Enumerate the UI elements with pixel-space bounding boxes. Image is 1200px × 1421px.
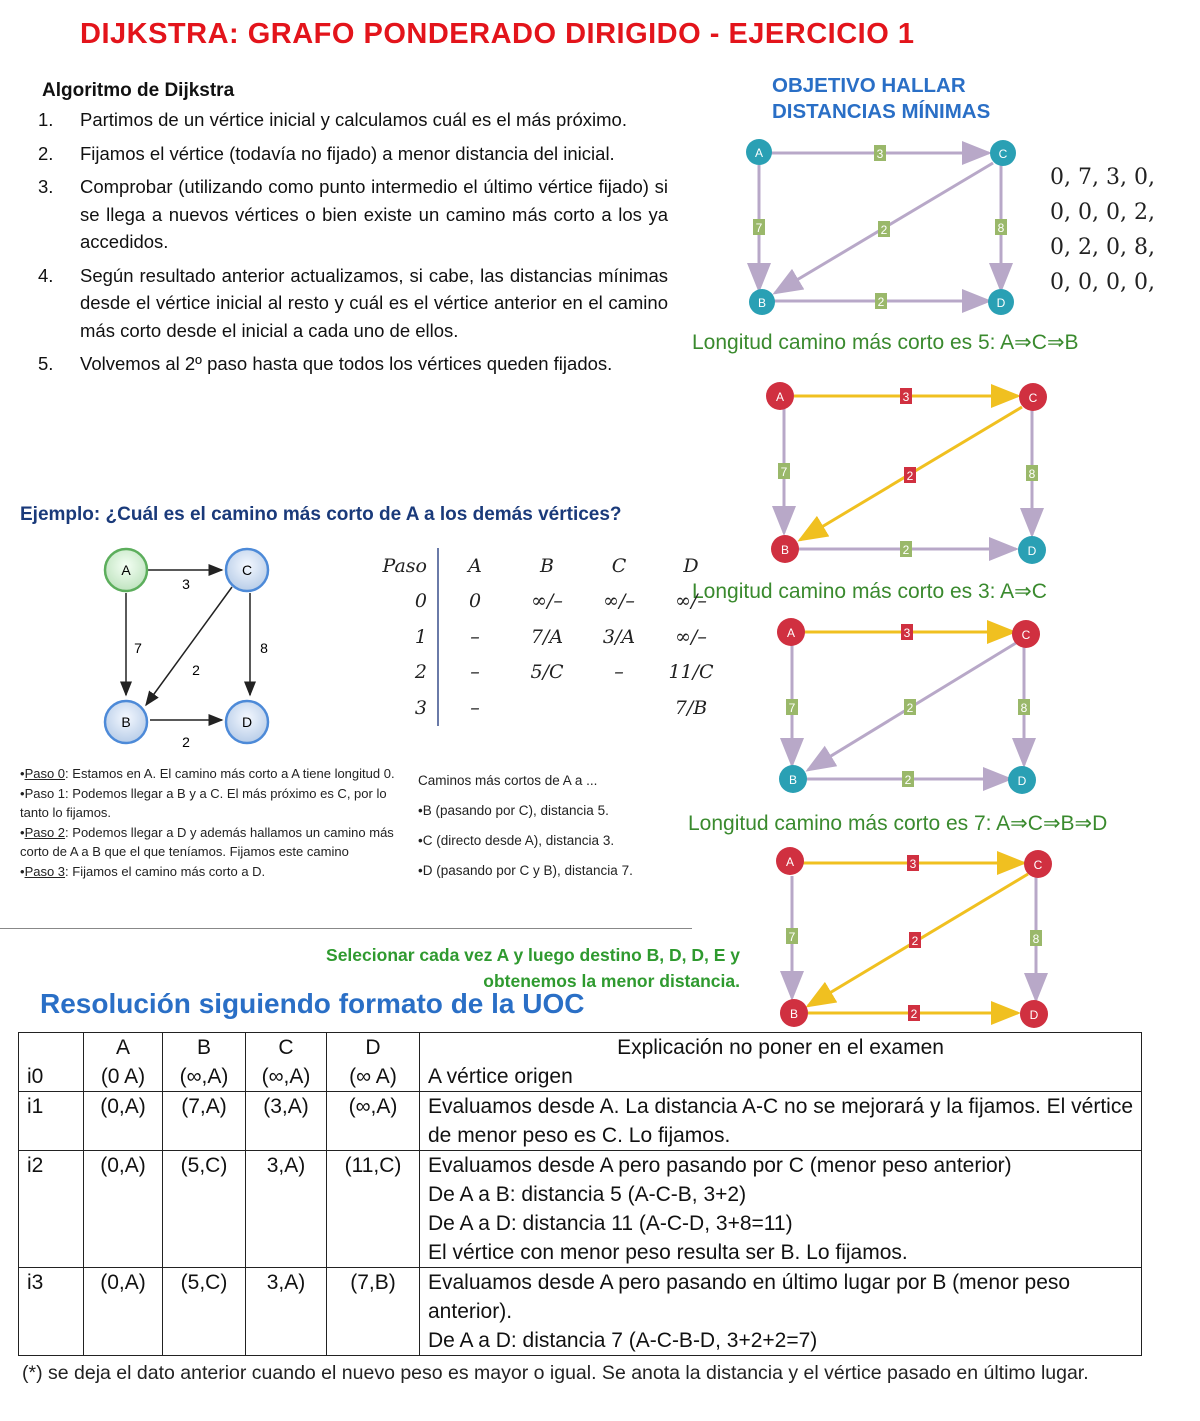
page-title: DIJKSTRA: GRAFO PONDERADO DIRIGIDO - EJERCICIO 1: [80, 18, 915, 50]
graph-path-acbd: [766, 842, 1066, 1032]
table-row: [355, 690, 727, 726]
explanation-line: A vértice origen: [428, 1065, 573, 1088]
table-cell: 2: [355, 655, 438, 691]
weight-label: 7: [788, 930, 796, 944]
table-cell: 7/B: [674, 696, 708, 719]
node-label: D: [1027, 544, 1037, 558]
table-cell: (0,A): [84, 1092, 163, 1151]
graph-path-ac: [758, 615, 1058, 800]
adjacency-matrix: [1050, 160, 1155, 300]
table-row: [355, 584, 727, 620]
example-question: Ejemplo: ¿Cuál es el camino más corto de A a los demás vértices?: [20, 504, 622, 525]
table-cell: 0: [355, 584, 438, 620]
weight-label: 3: [182, 576, 190, 592]
step-notes: [20, 764, 410, 881]
objective-line: OBJETIVO HALLAR: [772, 74, 966, 97]
step-number: 1.: [38, 109, 54, 130]
graph-path-acb: [758, 375, 1058, 570]
table-cell: (∞,A): [163, 1062, 246, 1092]
algorithm-step: [38, 262, 668, 345]
uoc-table: [18, 1032, 1142, 1356]
node-label: D: [241, 714, 253, 730]
table-row: [19, 1092, 1142, 1151]
resolution-title: Resolución siguiendo formato de la UOC: [40, 988, 585, 1019]
node-label: A: [754, 146, 764, 160]
instruction-text: [240, 942, 740, 994]
table-row: [19, 1268, 1142, 1356]
example-step-table: [355, 548, 728, 726]
node-label: A: [775, 390, 785, 404]
table-cell: 0: [468, 590, 482, 613]
weight-label: 2: [906, 701, 914, 715]
explanation-line: El vértice con menor peso resulta ser B. Lo fijamos.: [428, 1241, 908, 1264]
step-number: 4.: [38, 264, 54, 286]
step-note: •Paso 3: Fijamos el camino más corto a D.: [20, 863, 266, 879]
node-label: A: [785, 855, 795, 869]
step-note-text: : Fijamos el camino más corto a D.: [65, 863, 266, 879]
algorithm-step: [38, 140, 668, 168]
list-item: •D (pasando por C y B), distancia 7.: [418, 863, 633, 878]
step-note-prefix: Paso 2: [24, 824, 66, 840]
shortest-paths-title: Caminos más cortos de A a ...: [418, 773, 598, 788]
table-header: D: [327, 1033, 420, 1063]
table-cell: (0,A): [84, 1268, 163, 1356]
table-row: [355, 619, 727, 655]
step-text: Partimos de un vértice inicial y calculamos cuál es el más próximo.: [80, 109, 627, 130]
table-header: B: [540, 554, 554, 577]
iteration-cell: i2: [19, 1151, 84, 1268]
weight-label: 2: [904, 773, 912, 787]
example-graph: [98, 545, 283, 755]
step-note-prefix: Paso 3: [24, 863, 66, 879]
matrix-row: 0, 0, 0, 2,: [1050, 200, 1155, 225]
weight-label: 7: [134, 640, 142, 656]
node-label: C: [241, 562, 253, 578]
table-cell: (3,A): [246, 1092, 327, 1151]
shortest-paths-list: [418, 766, 633, 886]
table-cell: (5,C): [163, 1268, 246, 1356]
table-cell: –: [614, 661, 624, 684]
explanation-line: De A a D: distancia 7 (A-C-B-D, 3+2+2=7): [428, 1329, 818, 1352]
explanation-line: Evaluamos desde A. La distancia A-C no se mejorará y la fijamos. El vértice de menor peso es C. Lo fijamos.: [428, 1095, 1133, 1147]
table-cell: ∞/–: [675, 590, 707, 613]
step-number: 5.: [38, 353, 54, 374]
table-cell: 3,A): [246, 1151, 327, 1268]
node-label: B: [788, 773, 798, 787]
explanation-cell: [420, 1268, 1142, 1356]
weight-label: 2: [902, 543, 910, 557]
algorithm-heading: Algoritmo de Dijkstra: [42, 80, 235, 101]
step-note: •Paso 1: Podemos llegar a B y a C. El más próximo es C, por lo tanto lo fijamos.: [20, 785, 387, 820]
weight-label: 3: [903, 626, 911, 640]
algorithm-step: [38, 106, 668, 134]
step-text: Fijamos el vértice (todavía no fijado) a menor distancia del inicial.: [80, 142, 615, 164]
table-cell: (∞,A): [327, 1092, 420, 1151]
explanation-cell: [420, 1062, 1142, 1092]
table-cell: (0,A): [84, 1151, 163, 1268]
weight-label: 2: [877, 295, 885, 309]
table-cell: 3: [355, 690, 438, 726]
table-header: [19, 1033, 84, 1063]
node-label: C: [1028, 391, 1038, 405]
table-header-row: [355, 548, 727, 584]
table-cell: ∞/–: [603, 590, 635, 613]
table-row: [355, 655, 727, 691]
table-header: C: [611, 554, 627, 577]
table-cell: [511, 690, 583, 726]
explanation-line: Evaluamos desde A pero pasando por C (menor peso anterior): [428, 1154, 1012, 1177]
step-note: •Paso 2: Podemos llegar a D y además hallamos un camino más corto de A a B que el que teníamos. Fijamos este camino: [20, 824, 394, 859]
node-label: B: [789, 1007, 799, 1021]
algorithm-step: [38, 350, 668, 378]
table-cell: 7/A: [530, 625, 564, 648]
node-label: A: [786, 626, 796, 640]
step-text: Según resultado anterior actualizamos, si cabe, las distancias mínimas desde el vértice inicial al resto y cuál es el vértice anterior en el camino más corto desde el inicial a cada uno de ellos.: [80, 264, 668, 341]
footnote: (*) se deja el dato anterior cuando el nuevo peso es mayor o igual. Se anota la distancia y el vértice pasado en último lugar.: [22, 1362, 1089, 1384]
weight-label: 3: [902, 390, 910, 404]
table-cell: 1: [355, 619, 438, 655]
explanation-cell: [420, 1151, 1142, 1268]
table-header: A: [468, 554, 482, 577]
weight-label: 8: [1032, 932, 1040, 946]
objective: [772, 73, 990, 125]
node-label: A: [121, 562, 131, 578]
table-cell: (0 A): [84, 1062, 163, 1092]
table-cell: ∞/–: [531, 590, 563, 613]
weight-label: 2: [910, 1007, 918, 1021]
list-item: •B (pasando por C), distancia 5.: [418, 803, 609, 818]
matrix-row: 0, 7, 3, 0,: [1050, 165, 1155, 190]
divider: [0, 928, 692, 929]
step-note-text: : Podemos llegar a D y además hallamos un camino más corto de A a B que el que teníamos. Fijamos este camino: [20, 824, 394, 859]
path-length-label: Longitud camino más corto es 3: A⇒C: [692, 580, 1047, 603]
matrix-row: 0, 0, 0, 0,: [1050, 270, 1155, 295]
table-cell: (11,C): [327, 1151, 420, 1268]
weight-label: 2: [880, 223, 888, 237]
table-cell: –: [470, 661, 480, 684]
weight-label: 3: [909, 857, 917, 871]
explanation-cell: [420, 1092, 1142, 1151]
explanation-line: De A a D: distancia 11 (A-C-D, 3+8=11): [428, 1212, 793, 1235]
step-text: Comprobar (utilizando como punto intermedio el último vértice fijado) si se llega a nuevos vértices o bien existe un camino más corto a los ya accedidos.: [80, 176, 668, 252]
graph-base: [735, 135, 1035, 325]
step-note-text: : Estamos en A. El camino más corto a A tiene longitud 0.: [65, 766, 395, 781]
table-cell: 3/A: [602, 625, 636, 648]
table-cell: 5/C: [530, 661, 564, 684]
step-note-prefix: Paso 0: [24, 766, 66, 781]
step-number: 2.: [38, 142, 54, 164]
node-label: D: [1029, 1008, 1039, 1022]
table-row: [19, 1062, 1142, 1092]
weight-label: 8: [1028, 467, 1036, 481]
table-row: [19, 1151, 1142, 1268]
node-label: B: [780, 543, 790, 557]
node-label: C: [998, 147, 1008, 161]
step-number: 3.: [38, 176, 54, 197]
table-cell: (∞ A): [327, 1062, 420, 1092]
list-item: •C (directo desde A), distancia 3.: [418, 833, 615, 848]
weight-label: 7: [780, 465, 788, 479]
weight-label: 7: [755, 221, 763, 235]
explanation-line: Evaluamos desde A pero pasando en último lugar por B (menor peso anterior).: [428, 1271, 1071, 1323]
table-cell: [583, 690, 655, 726]
iteration-cell: i1: [19, 1092, 84, 1151]
algorithm-steps: [38, 106, 668, 384]
table-cell: (7,B): [327, 1268, 420, 1356]
node-label: D: [1017, 774, 1027, 788]
weight-label: 7: [788, 701, 796, 715]
matrix-row: 0, 2, 0, 8,: [1050, 235, 1155, 260]
weight-label: 2: [192, 662, 200, 678]
node-label: C: [1033, 858, 1043, 872]
instruction-line: Selecionar cada vez A y luego destino B, D, D, E y: [326, 945, 740, 965]
table-cell: –: [470, 696, 480, 719]
step-note: •Paso 0: Estamos en A. El camino más corto a A tiene longitud 0.: [20, 766, 395, 781]
table-header: Explicación no poner en el examen: [420, 1033, 1142, 1063]
step-note-prefix: Paso 1: [24, 785, 66, 801]
weight-label: 3: [876, 147, 884, 161]
step-text: Volvemos al 2º paso hasta que todos los vértices queden fijados.: [80, 353, 613, 374]
table-cell: 3,A): [246, 1268, 327, 1356]
node-label: B: [757, 296, 767, 310]
objective-line: DISTANCIAS MÍNIMAS: [772, 100, 991, 123]
table-cell: –: [470, 625, 480, 648]
table-header: A: [84, 1033, 163, 1063]
path-length-label: Longitud camino más corto es 7: A⇒C⇒B⇒D: [688, 812, 1108, 835]
table-cell: ∞/–: [675, 625, 707, 648]
table-header: D: [683, 554, 699, 577]
table-header: B: [163, 1033, 246, 1063]
node-label: C: [1021, 628, 1031, 642]
table-header: Paso: [355, 548, 438, 584]
weight-label: 8: [997, 221, 1005, 235]
algorithm-step: [38, 173, 668, 256]
weight-label: 8: [260, 640, 268, 656]
weight-label: 2: [911, 934, 919, 948]
table-cell: (5,C): [163, 1151, 246, 1268]
node-label: B: [121, 714, 131, 730]
instruction-line: obtenemos la menor distancia.: [483, 971, 740, 991]
table-header-row: [19, 1033, 1142, 1063]
iteration-cell: i0: [19, 1062, 84, 1092]
path-length-label: Longitud camino más corto es 5: A⇒C⇒B: [692, 331, 1079, 354]
table-cell: 11/C: [668, 661, 714, 684]
weight-label: 8: [1020, 701, 1028, 715]
table-cell: (∞,A): [246, 1062, 327, 1092]
table-cell: (7,A): [163, 1092, 246, 1151]
node-label: D: [996, 296, 1006, 310]
edge-c-b: [146, 587, 232, 705]
weight-label: 2: [182, 734, 190, 750]
weight-label: 2: [906, 469, 914, 483]
explanation-line: De A a B: distancia 5 (A-C-B, 3+2): [428, 1183, 747, 1206]
table-header: C: [246, 1033, 327, 1063]
iteration-cell: i3: [19, 1268, 84, 1356]
step-note-text: : Podemos llegar a B y a C. El más próximo es C, por lo tanto lo fijamos.: [20, 785, 387, 820]
